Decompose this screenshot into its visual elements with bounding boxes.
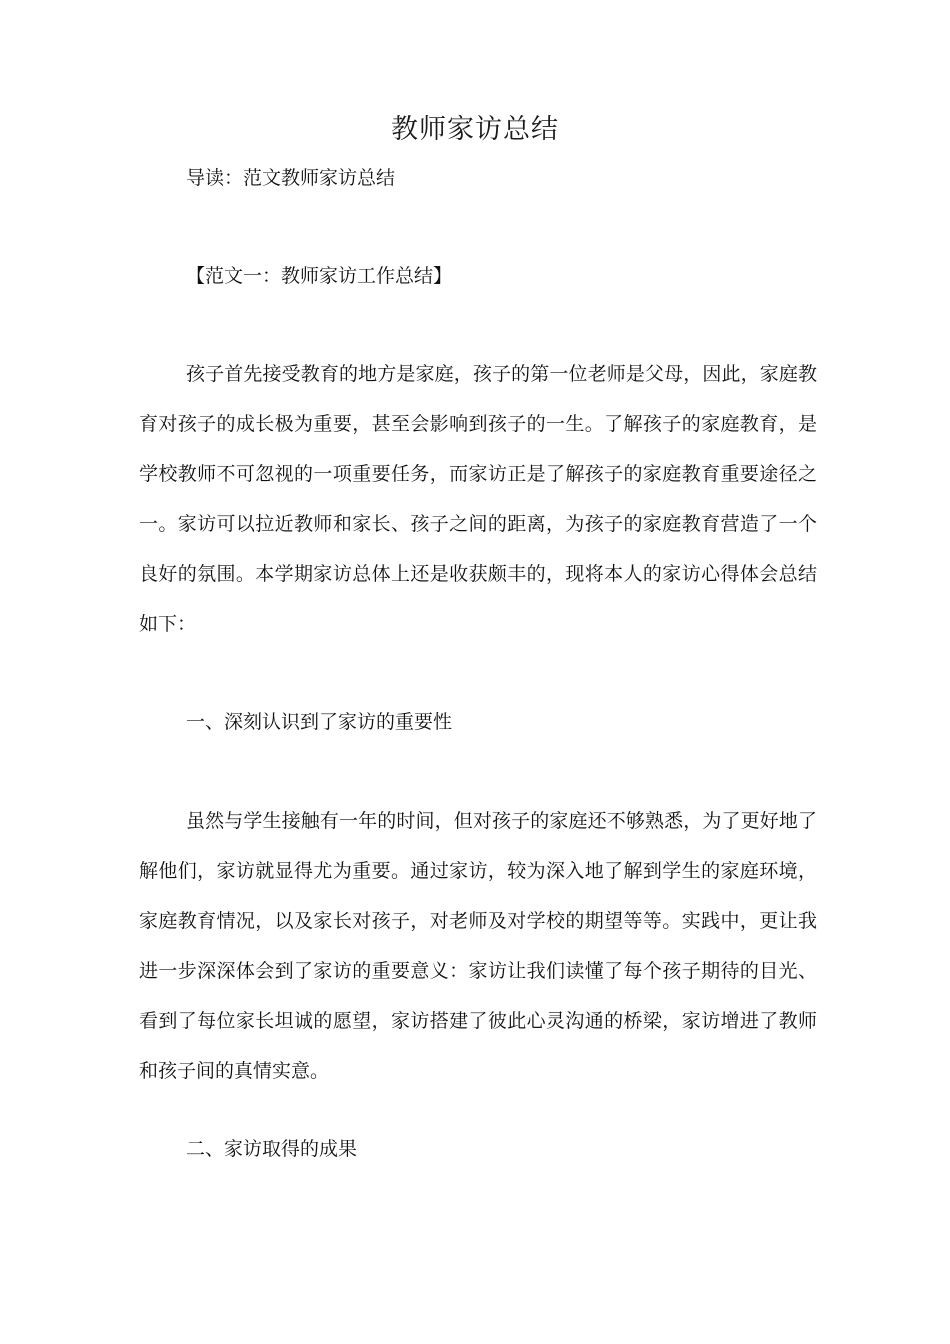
section-heading: 【范文一：教师家访工作总结】 — [186, 265, 453, 287]
heading-importance: 一、深刻认识到了家访的重要性 — [186, 711, 453, 733]
paragraph-importance: 虽然与学生接触有一年的时间，但对孩子的家庭还不够熟悉，为了更好地了解他们，家访就显得尤为重要。通过家访，较为深入地了解到学生的家庭环境，家庭教育情况，以及家长对孩子，对老师及对学校的期望等等。实践中，更让我进一步深深体会到了家访的重要意义：家访让我们读懂了每个孩子期待的目光、看到了每位家长坦诚的愿望，家访搭建了彼此心灵沟通的桥梁，家访增进了教师和孩子间的真情实意。 — [139, 810, 817, 1082]
heading-results: 二、家访取得的成果 — [186, 1138, 358, 1160]
paragraph-intro: 孩子首先接受教育的地方是家庭，孩子的第一位老师是父母，因此，家庭教育对孩子的成长极为重要，甚至会影响到孩子的一生。了解孩子的家庭教育，是学校教师不可忽视的一项重要任务，而家访正是了解孩子的家庭教育重要途径之一。家访可以拉近教师和家长、孩子之间的距离，为孩子的家庭教育营造了一个良好的氛围。本学期家访总体上还是收获颇丰的，现将本人的家访心得体会总结如下： — [139, 363, 817, 635]
document-title: 教师家访总结 — [391, 114, 559, 145]
guide-line: 导读：范文教师家访总结 — [186, 167, 396, 189]
